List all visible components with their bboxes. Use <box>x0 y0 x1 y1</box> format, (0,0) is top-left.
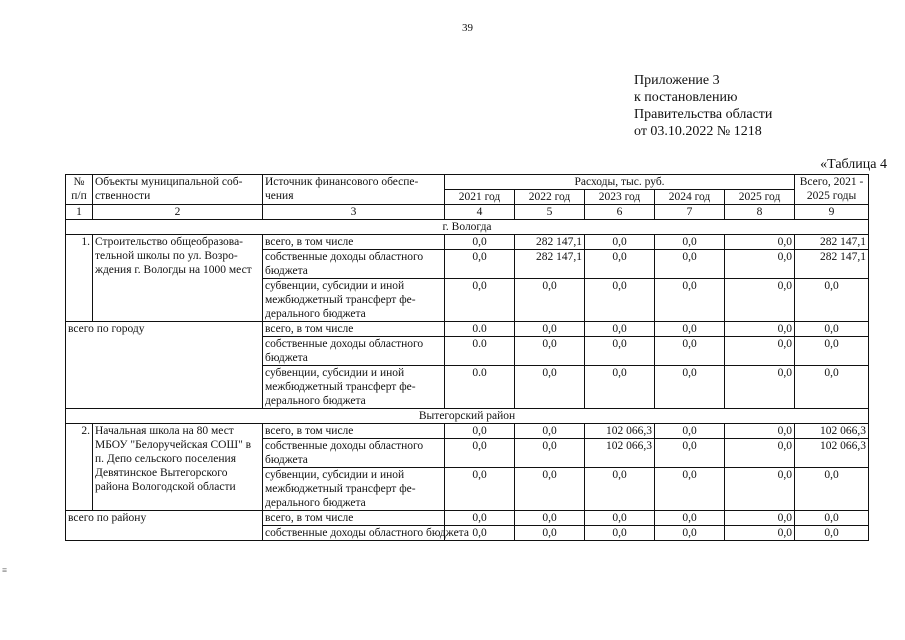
source-all: всего, в том числе <box>263 511 445 526</box>
value-cell: 0,0 <box>515 439 585 468</box>
col-number: 8 <box>725 205 795 220</box>
value-cell: 0,0 <box>585 279 655 322</box>
source-own: собственные доходы областного бюджета <box>263 337 445 366</box>
table-title: «Таблица 4 <box>820 157 887 172</box>
appendix-line: Приложение 3 <box>634 73 720 88</box>
source-sub: субвенции, субсидии и иной межбюджетный трансферт фе- дерального бюджета <box>263 468 445 511</box>
value-cell: 0,0 <box>585 511 655 526</box>
value-cell: 0,0 <box>585 337 655 366</box>
value-cell: 0,0 <box>515 526 585 541</box>
value-cell: 0,0 <box>655 235 725 250</box>
value-cell: 0,0 <box>515 468 585 511</box>
value-cell: 0,0 <box>445 235 515 250</box>
value-cell: 282 147,1 <box>515 235 585 250</box>
object-name: Строительство общеобразова- тельной школы по ул. Возро- ждения г. Вологды на 1000 мест <box>93 235 263 322</box>
header-source: Источник финансового обеспе- чения <box>263 175 445 205</box>
appendix-line: к постановлению <box>634 90 738 105</box>
value-cell: 0,0 <box>655 250 725 279</box>
financing-table <box>65 174 869 541</box>
value-cell: 0,0 <box>585 250 655 279</box>
value-cell: 0,0 <box>655 439 725 468</box>
value-cell: 0,0 <box>795 337 869 366</box>
value-cell: 0.0 <box>445 337 515 366</box>
value-cell: 0,0 <box>655 279 725 322</box>
value-cell: 0,0 <box>795 366 869 409</box>
value-cell: 282 147,1 <box>795 250 869 279</box>
appendix-header <box>634 72 772 140</box>
col-number: 6 <box>585 205 655 220</box>
header-year: 2022 год <box>515 190 585 205</box>
value-cell: 0,0 <box>585 322 655 337</box>
value-cell: 0,0 <box>725 424 795 439</box>
source-sub: субвенции, субсидии и иной межбюджетный трансферт фе- дерального бюджета <box>263 366 445 409</box>
value-cell: 0,0 <box>795 322 869 337</box>
source-all: всего, в том числе <box>263 235 445 250</box>
value-cell: 0,0 <box>515 511 585 526</box>
header-num: № п/п <box>66 175 93 205</box>
section-title: Вытегорский район <box>66 409 869 424</box>
value-cell: 0,0 <box>795 279 869 322</box>
value-cell: 0,0 <box>795 468 869 511</box>
value-cell: 0,0 <box>655 511 725 526</box>
source-sub: субвенции, субсидии и иной межбюджетный трансферт фе- дерального бюджета <box>263 279 445 322</box>
value-cell: 0,0 <box>725 468 795 511</box>
value-cell: 0,0 <box>795 526 869 541</box>
header-object: Объекты муниципальной соб- ственности <box>93 175 263 205</box>
col-number: 7 <box>655 205 725 220</box>
value-cell: 0,0 <box>585 366 655 409</box>
total-district-label: всего по району <box>66 511 263 541</box>
row-num: 2. <box>66 424 93 511</box>
source-all: всего, в том числе <box>263 322 445 337</box>
value-cell: 0,0 <box>585 235 655 250</box>
col-number: 3 <box>263 205 445 220</box>
page-number: 39 <box>462 22 473 34</box>
header-expenses: Расходы, тыс. руб. <box>445 175 795 190</box>
value-cell: 282 147,1 <box>515 250 585 279</box>
col-number: 4 <box>445 205 515 220</box>
value-cell: 0,0 <box>515 366 585 409</box>
value-cell: 0.0 <box>445 322 515 337</box>
value-cell: 0,0 <box>445 511 515 526</box>
value-cell: 0,0 <box>725 366 795 409</box>
value-cell: 0,0 <box>725 322 795 337</box>
header-year: 2021 год <box>445 190 515 205</box>
value-cell: 0,0 <box>515 279 585 322</box>
header-year: 2024 год <box>655 190 725 205</box>
value-cell: 0,0 <box>655 424 725 439</box>
total-city-label: всего по городу <box>66 322 263 409</box>
value-cell: 0.0 <box>445 366 515 409</box>
value-cell: 0,0 <box>725 439 795 468</box>
source-own: собственные доходы областного бюджета <box>263 250 445 279</box>
value-cell: 0,0 <box>725 250 795 279</box>
value-cell: 0,0 <box>795 511 869 526</box>
value-cell: 0,0 <box>725 526 795 541</box>
col-number: 1 <box>66 205 93 220</box>
value-cell: 102 066,3 <box>795 439 869 468</box>
value-cell: 282 147,1 <box>795 235 869 250</box>
header-total: Всего, 2021 - 2025 годы <box>795 175 869 205</box>
value-cell: 0,0 <box>585 468 655 511</box>
value-cell: 102 066,3 <box>585 424 655 439</box>
appendix-line: Правительства области <box>634 107 773 122</box>
col-number: 9 <box>795 205 869 220</box>
value-cell: 102 066,3 <box>795 424 869 439</box>
value-cell: 0,0 <box>515 322 585 337</box>
source-own: собственные доходы областного бюджета <box>263 439 445 468</box>
col-number: 5 <box>515 205 585 220</box>
value-cell: 0,0 <box>445 526 515 541</box>
row-num: 1. <box>66 235 93 322</box>
value-cell: 0,0 <box>585 526 655 541</box>
value-cell: 0,0 <box>515 337 585 366</box>
value-cell: 0,0 <box>445 468 515 511</box>
value-cell: 0,0 <box>655 366 725 409</box>
value-cell: 0,0 <box>445 279 515 322</box>
header-year: 2023 год <box>585 190 655 205</box>
value-cell: 0,0 <box>655 322 725 337</box>
value-cell: 0,0 <box>725 235 795 250</box>
value-cell: 102 066,3 <box>585 439 655 468</box>
value-cell: 0,0 <box>655 337 725 366</box>
value-cell: 0,0 <box>515 424 585 439</box>
value-cell: 0,0 <box>445 250 515 279</box>
value-cell: 0,0 <box>655 526 725 541</box>
value-cell: 0,0 <box>445 439 515 468</box>
value-cell: 0,0 <box>725 337 795 366</box>
section-title: г. Вологда <box>66 220 869 235</box>
source-own: собственные доходы областного бюджета <box>263 526 445 541</box>
appendix-line: от 03.10.2022 № 1218 <box>634 124 762 139</box>
value-cell: 0,0 <box>655 468 725 511</box>
object-name: Начальная школа на 80 мест МБОУ "Белоручейская СОШ" в п. Депо сельского поселения Девятинское Вытегорского района Вологодской области <box>93 424 263 511</box>
col-number: 2 <box>93 205 263 220</box>
value-cell: 0,0 <box>725 279 795 322</box>
header-year: 2025 год <box>725 190 795 205</box>
source-all: всего, в том числе <box>263 424 445 439</box>
value-cell: 0,0 <box>725 511 795 526</box>
value-cell: 0,0 <box>445 424 515 439</box>
side-marks: ≡ <box>2 565 8 575</box>
